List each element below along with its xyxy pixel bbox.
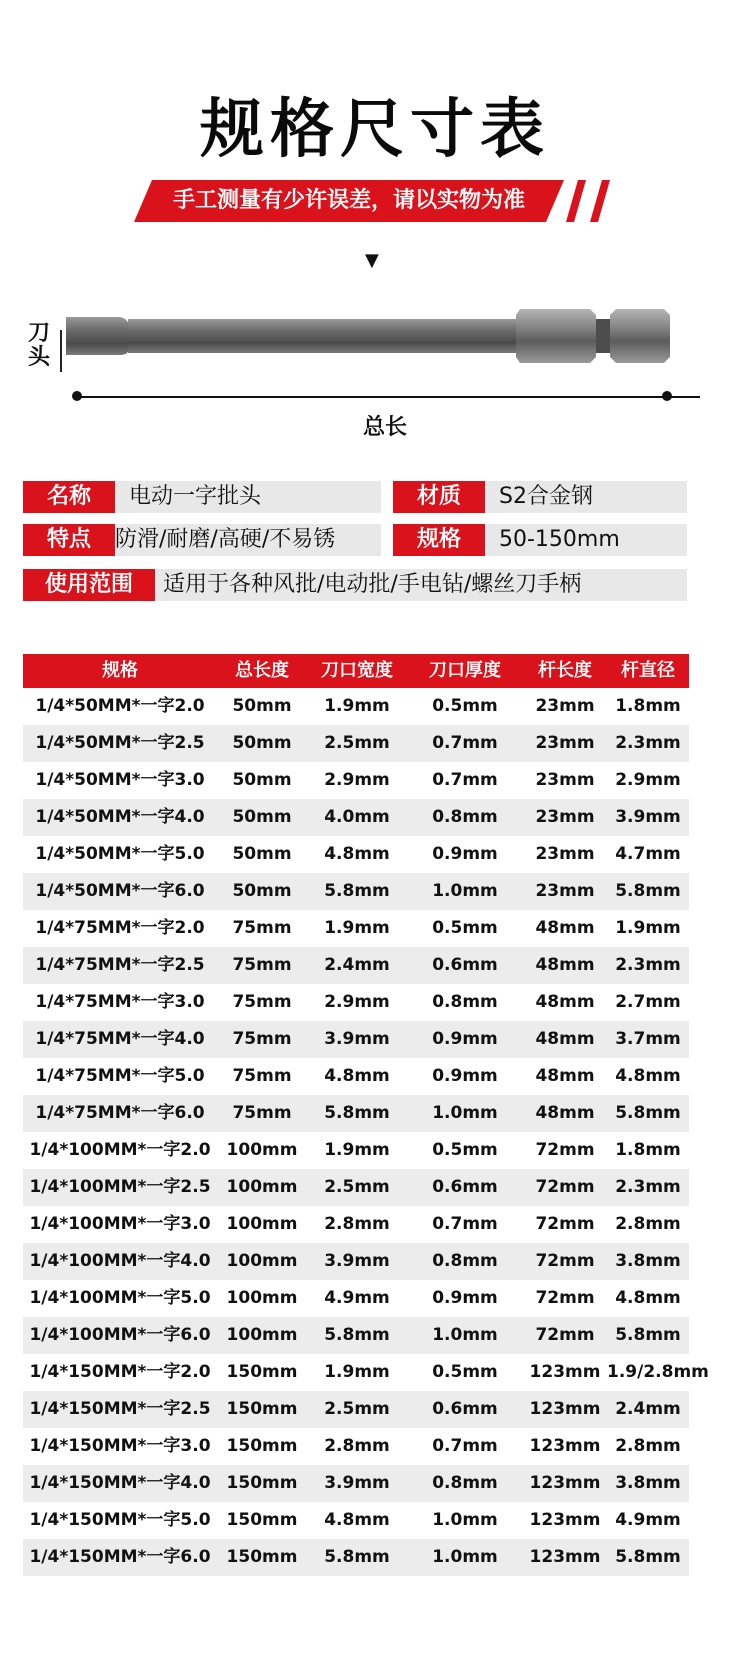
cell-blade-thickness: 0.5mm	[432, 696, 498, 716]
cell-blade-thickness: 0.7mm	[432, 1214, 498, 1234]
cell-blade-width: 4.9mm	[324, 1288, 390, 1308]
cell-total-length: 100mm	[226, 1214, 298, 1234]
cell-blade-thickness: 1.0mm	[432, 1103, 498, 1123]
cell-spec: 1/4*75MM*一字5.0	[35, 1066, 205, 1086]
banner-text: 手工测量有少许误差，请以实物为准	[172, 188, 525, 213]
table-header	[23, 654, 689, 688]
cell-spec: 1/4*100MM*一字5.0	[29, 1288, 211, 1308]
blade-label: 刀头	[28, 321, 51, 370]
cell-spec: 1/4*150MM*一字3.0	[29, 1436, 211, 1456]
cell-blade-width: 1.9mm	[324, 696, 390, 716]
cell-spec: 1/4*50MM*一字3.0	[35, 770, 205, 790]
cell-total-length: 50mm	[232, 881, 292, 901]
info-name-value: 电动一字批头	[129, 484, 262, 509]
cell-blade-thickness: 1.0mm	[432, 1510, 498, 1530]
cell-blade-width: 2.9mm	[324, 770, 390, 790]
cell-shaft-diameter: 2.8mm	[615, 1436, 681, 1456]
cell-blade-thickness: 0.6mm	[432, 1177, 498, 1197]
cell-blade-width: 5.8mm	[324, 1103, 390, 1123]
cell-shaft-diameter: 2.9mm	[615, 770, 681, 790]
cell-shaft-diameter: 4.7mm	[615, 844, 681, 864]
cell-spec: 1/4*75MM*一字4.0	[35, 1029, 205, 1049]
table-row	[23, 762, 689, 799]
header-total-length: 总长度	[235, 660, 289, 681]
cell-blade-thickness: 0.7mm	[432, 1436, 498, 1456]
cell-spec: 1/4*100MM*一字2.5	[29, 1177, 211, 1197]
table-row	[23, 1243, 689, 1280]
cell-blade-thickness: 0.7mm	[432, 733, 498, 753]
cell-shaft-diameter: 1.8mm	[615, 1140, 681, 1160]
cell-blade-width: 2.5mm	[324, 1399, 390, 1419]
cell-shaft-diameter: 4.8mm	[615, 1066, 681, 1086]
cell-shaft-length: 23mm	[535, 770, 595, 790]
cell-blade-width: 4.0mm	[324, 807, 390, 827]
cell-blade-thickness: 0.6mm	[432, 1399, 498, 1419]
table-row	[23, 725, 689, 762]
cell-shaft-length: 123mm	[529, 1399, 601, 1419]
cell-blade-thickness: 1.0mm	[432, 1325, 498, 1345]
info-feature-tag: 特点	[23, 524, 115, 556]
table-row	[23, 1021, 689, 1058]
cell-shaft-diameter: 5.8mm	[615, 881, 681, 901]
cell-shaft-diameter: 2.8mm	[615, 1214, 681, 1234]
table-row	[23, 1539, 689, 1576]
cell-shaft-diameter: 5.8mm	[615, 1103, 681, 1123]
cell-blade-width: 2.8mm	[324, 1214, 390, 1234]
cell-total-length: 50mm	[232, 770, 292, 790]
header-blade-width: 刀口宽度	[321, 660, 393, 681]
cell-spec: 1/4*150MM*一字2.5	[29, 1399, 211, 1419]
cell-shaft-diameter: 2.3mm	[615, 955, 681, 975]
table-row	[23, 1354, 709, 1391]
cell-shaft-diameter: 1.9mm	[615, 918, 681, 938]
cell-shaft-length: 123mm	[529, 1510, 601, 1530]
cell-shaft-length: 123mm	[529, 1362, 601, 1382]
table-row	[23, 799, 689, 836]
cell-blade-thickness: 1.0mm	[432, 1547, 498, 1567]
cell-blade-width: 1.9mm	[324, 1140, 390, 1160]
screwdriver-bit-illustration	[50, 305, 720, 385]
header-shaft-length: 杆长度	[538, 660, 592, 681]
cell-spec: 1/4*100MM*一字6.0	[29, 1325, 211, 1345]
cell-shaft-diameter: 5.8mm	[615, 1547, 681, 1567]
cell-shaft-diameter: 1.8mm	[615, 696, 681, 716]
table-row	[23, 1317, 689, 1354]
info-name-row	[23, 481, 381, 513]
cell-spec: 1/4*150MM*一字2.0	[29, 1362, 211, 1382]
table-row	[23, 688, 689, 725]
cell-shaft-length: 48mm	[535, 1066, 595, 1086]
cell-blade-thickness: 0.8mm	[432, 1251, 498, 1271]
table-row	[23, 984, 689, 1021]
header-shaft-diameter: 杆直径	[621, 660, 675, 681]
cell-spec: 1/4*50MM*一字2.5	[35, 733, 205, 753]
cell-total-length: 50mm	[232, 733, 292, 753]
cell-total-length: 50mm	[232, 807, 292, 827]
cell-spec: 1/4*100MM*一字3.0	[29, 1214, 211, 1234]
table-row	[23, 1280, 689, 1317]
spec-table	[23, 654, 709, 1576]
cell-shaft-length: 48mm	[535, 1103, 595, 1123]
cell-blade-width: 1.9mm	[324, 918, 390, 938]
cell-total-length: 100mm	[226, 1288, 298, 1308]
table-row	[23, 1169, 689, 1206]
down-arrow-icon: ▼	[365, 250, 379, 271]
length-endpoint	[662, 391, 672, 401]
cell-blade-thickness: 1.0mm	[432, 881, 498, 901]
cell-blade-width: 3.9mm	[324, 1251, 390, 1271]
cell-blade-width: 4.8mm	[324, 1066, 390, 1086]
table-row	[23, 873, 689, 910]
cell-spec: 1/4*150MM*一字4.0	[29, 1473, 211, 1493]
cell-total-length: 100mm	[226, 1251, 298, 1271]
table-row	[23, 947, 689, 984]
cell-total-length: 75mm	[232, 1103, 292, 1123]
info-feature-row	[23, 524, 381, 556]
info-usage-tag: 使用范围	[23, 569, 155, 601]
cell-blade-thickness: 0.5mm	[432, 1362, 498, 1382]
cell-total-length: 75mm	[232, 918, 292, 938]
cell-blade-thickness: 0.8mm	[432, 992, 498, 1012]
cell-shaft-length: 23mm	[535, 733, 595, 753]
table-row	[23, 836, 689, 873]
cell-blade-thickness: 0.9mm	[432, 844, 498, 864]
cell-shaft-diameter: 3.9mm	[615, 807, 681, 827]
cell-shaft-diameter: 1.9/2.8mm	[607, 1362, 709, 1382]
info-name-tag: 名称	[23, 481, 115, 513]
info-material-row	[393, 481, 687, 513]
cell-total-length: 100mm	[226, 1325, 298, 1345]
cell-total-length: 150mm	[226, 1362, 298, 1382]
table-body	[23, 688, 709, 1576]
cell-blade-width: 2.9mm	[324, 992, 390, 1012]
cell-shaft-diameter: 2.3mm	[615, 1177, 681, 1197]
cell-total-length: 100mm	[226, 1140, 298, 1160]
cell-shaft-length: 48mm	[535, 992, 595, 1012]
table-row	[23, 910, 689, 947]
info-spec-row	[393, 524, 687, 556]
cell-shaft-diameter: 2.7mm	[615, 992, 681, 1012]
cell-shaft-length: 48mm	[535, 955, 595, 975]
cell-spec: 1/4*75MM*一字2.0	[35, 918, 205, 938]
info-usage-value: 适用于各种风批/电动批/手电钻/螺丝刀手柄	[163, 572, 582, 597]
cell-blade-thickness: 0.8mm	[432, 1473, 498, 1493]
cell-total-length: 75mm	[232, 992, 292, 1012]
page-title: 规格尺寸表	[200, 93, 550, 167]
disclaimer-banner	[134, 180, 564, 222]
cell-blade-width: 2.4mm	[324, 955, 390, 975]
cell-blade-thickness: 0.7mm	[432, 770, 498, 790]
cell-blade-thickness: 0.5mm	[432, 1140, 498, 1160]
info-material-tag: 材质	[393, 481, 485, 513]
cell-spec: 1/4*150MM*一字6.0	[29, 1547, 211, 1567]
cell-blade-thickness: 0.5mm	[432, 918, 498, 938]
cell-spec: 1/4*100MM*一字4.0	[29, 1251, 211, 1271]
cell-shaft-length: 23mm	[535, 881, 595, 901]
cell-blade-thickness: 0.9mm	[432, 1288, 498, 1308]
cell-blade-width: 2.5mm	[324, 733, 390, 753]
cell-shaft-diameter: 3.8mm	[615, 1473, 681, 1493]
cell-shaft-diameter: 2.3mm	[615, 733, 681, 753]
header-spec: 规格	[102, 660, 138, 681]
cell-blade-thickness: 0.9mm	[432, 1029, 498, 1049]
info-material-value: S2合金钢	[499, 484, 593, 509]
table-row	[23, 1095, 689, 1132]
cell-shaft-length: 48mm	[535, 918, 595, 938]
cell-spec: 1/4*50MM*一字5.0	[35, 844, 205, 864]
info-feature-value: 防滑/耐磨/高硬/不易锈	[115, 527, 336, 552]
cell-spec: 1/4*75MM*一字2.5	[35, 955, 205, 975]
cell-total-length: 150mm	[226, 1547, 298, 1567]
table-row	[23, 1132, 689, 1169]
cell-shaft-length: 72mm	[535, 1140, 595, 1160]
banner-stripe	[590, 180, 610, 222]
cell-total-length: 150mm	[226, 1473, 298, 1493]
cell-spec: 1/4*150MM*一字5.0	[29, 1510, 211, 1530]
cell-spec: 1/4*50MM*一字4.0	[35, 807, 205, 827]
cell-total-length: 75mm	[232, 1066, 292, 1086]
cell-total-length: 150mm	[226, 1510, 298, 1530]
length-dimension-line	[80, 396, 700, 398]
cell-blade-width: 4.8mm	[324, 844, 390, 864]
length-label: 总长	[362, 415, 407, 440]
cell-spec: 1/4*100MM*一字2.0	[29, 1140, 211, 1160]
table-row	[23, 1206, 689, 1243]
cell-shaft-diameter: 5.8mm	[615, 1325, 681, 1345]
cell-blade-width: 5.8mm	[324, 1325, 390, 1345]
cell-shaft-diameter: 3.8mm	[615, 1251, 681, 1271]
info-usage-row	[23, 569, 687, 601]
cell-blade-width: 1.9mm	[324, 1362, 390, 1382]
cell-total-length: 75mm	[232, 955, 292, 975]
cell-shaft-length: 72mm	[535, 1288, 595, 1308]
cell-spec: 1/4*50MM*一字6.0	[35, 881, 205, 901]
cell-shaft-diameter: 4.9mm	[615, 1510, 681, 1530]
cell-spec: 1/4*75MM*一字3.0	[35, 992, 205, 1012]
table-row	[23, 1428, 689, 1465]
table-row	[23, 1058, 689, 1095]
cell-blade-thickness: 0.6mm	[432, 955, 498, 975]
cell-shaft-length: 72mm	[535, 1214, 595, 1234]
cell-total-length: 50mm	[232, 696, 292, 716]
cell-shaft-length: 72mm	[535, 1177, 595, 1197]
cell-total-length: 100mm	[226, 1177, 298, 1197]
cell-shaft-length: 48mm	[535, 1029, 595, 1049]
cell-blade-width: 3.9mm	[324, 1473, 390, 1493]
cell-total-length: 50mm	[232, 844, 292, 864]
cell-blade-width: 2.8mm	[324, 1436, 390, 1456]
cell-spec: 1/4*50MM*一字2.0	[35, 696, 205, 716]
cell-blade-thickness: 0.9mm	[432, 1066, 498, 1086]
cell-blade-width: 4.8mm	[324, 1510, 390, 1530]
cell-total-length: 150mm	[226, 1436, 298, 1456]
cell-shaft-diameter: 4.8mm	[615, 1288, 681, 1308]
cell-shaft-length: 123mm	[529, 1547, 601, 1567]
cell-blade-thickness: 0.8mm	[432, 807, 498, 827]
info-spec-tag: 规格	[393, 524, 485, 556]
cell-shaft-length: 23mm	[535, 844, 595, 864]
cell-shaft-length: 72mm	[535, 1251, 595, 1271]
table-row	[23, 1502, 689, 1539]
banner-stripe	[566, 180, 586, 222]
cell-blade-width: 3.9mm	[324, 1029, 390, 1049]
cell-blade-width: 2.5mm	[324, 1177, 390, 1197]
table-row	[23, 1465, 689, 1502]
cell-shaft-diameter: 2.4mm	[615, 1399, 681, 1419]
cell-shaft-diameter: 3.7mm	[615, 1029, 681, 1049]
cell-shaft-length: 23mm	[535, 807, 595, 827]
cell-shaft-length: 123mm	[529, 1473, 601, 1493]
cell-total-length: 75mm	[232, 1029, 292, 1049]
cell-blade-width: 5.8mm	[324, 881, 390, 901]
cell-shaft-length: 72mm	[535, 1325, 595, 1345]
cell-total-length: 150mm	[226, 1399, 298, 1419]
cell-blade-width: 5.8mm	[324, 1547, 390, 1567]
info-spec-value: 50-150mm	[499, 527, 620, 552]
cell-shaft-length: 23mm	[535, 696, 595, 716]
cell-spec: 1/4*75MM*一字6.0	[35, 1103, 205, 1123]
header-blade-thickness: 刀口厚度	[429, 660, 501, 681]
table-row	[23, 1391, 689, 1428]
cell-shaft-length: 123mm	[529, 1436, 601, 1456]
